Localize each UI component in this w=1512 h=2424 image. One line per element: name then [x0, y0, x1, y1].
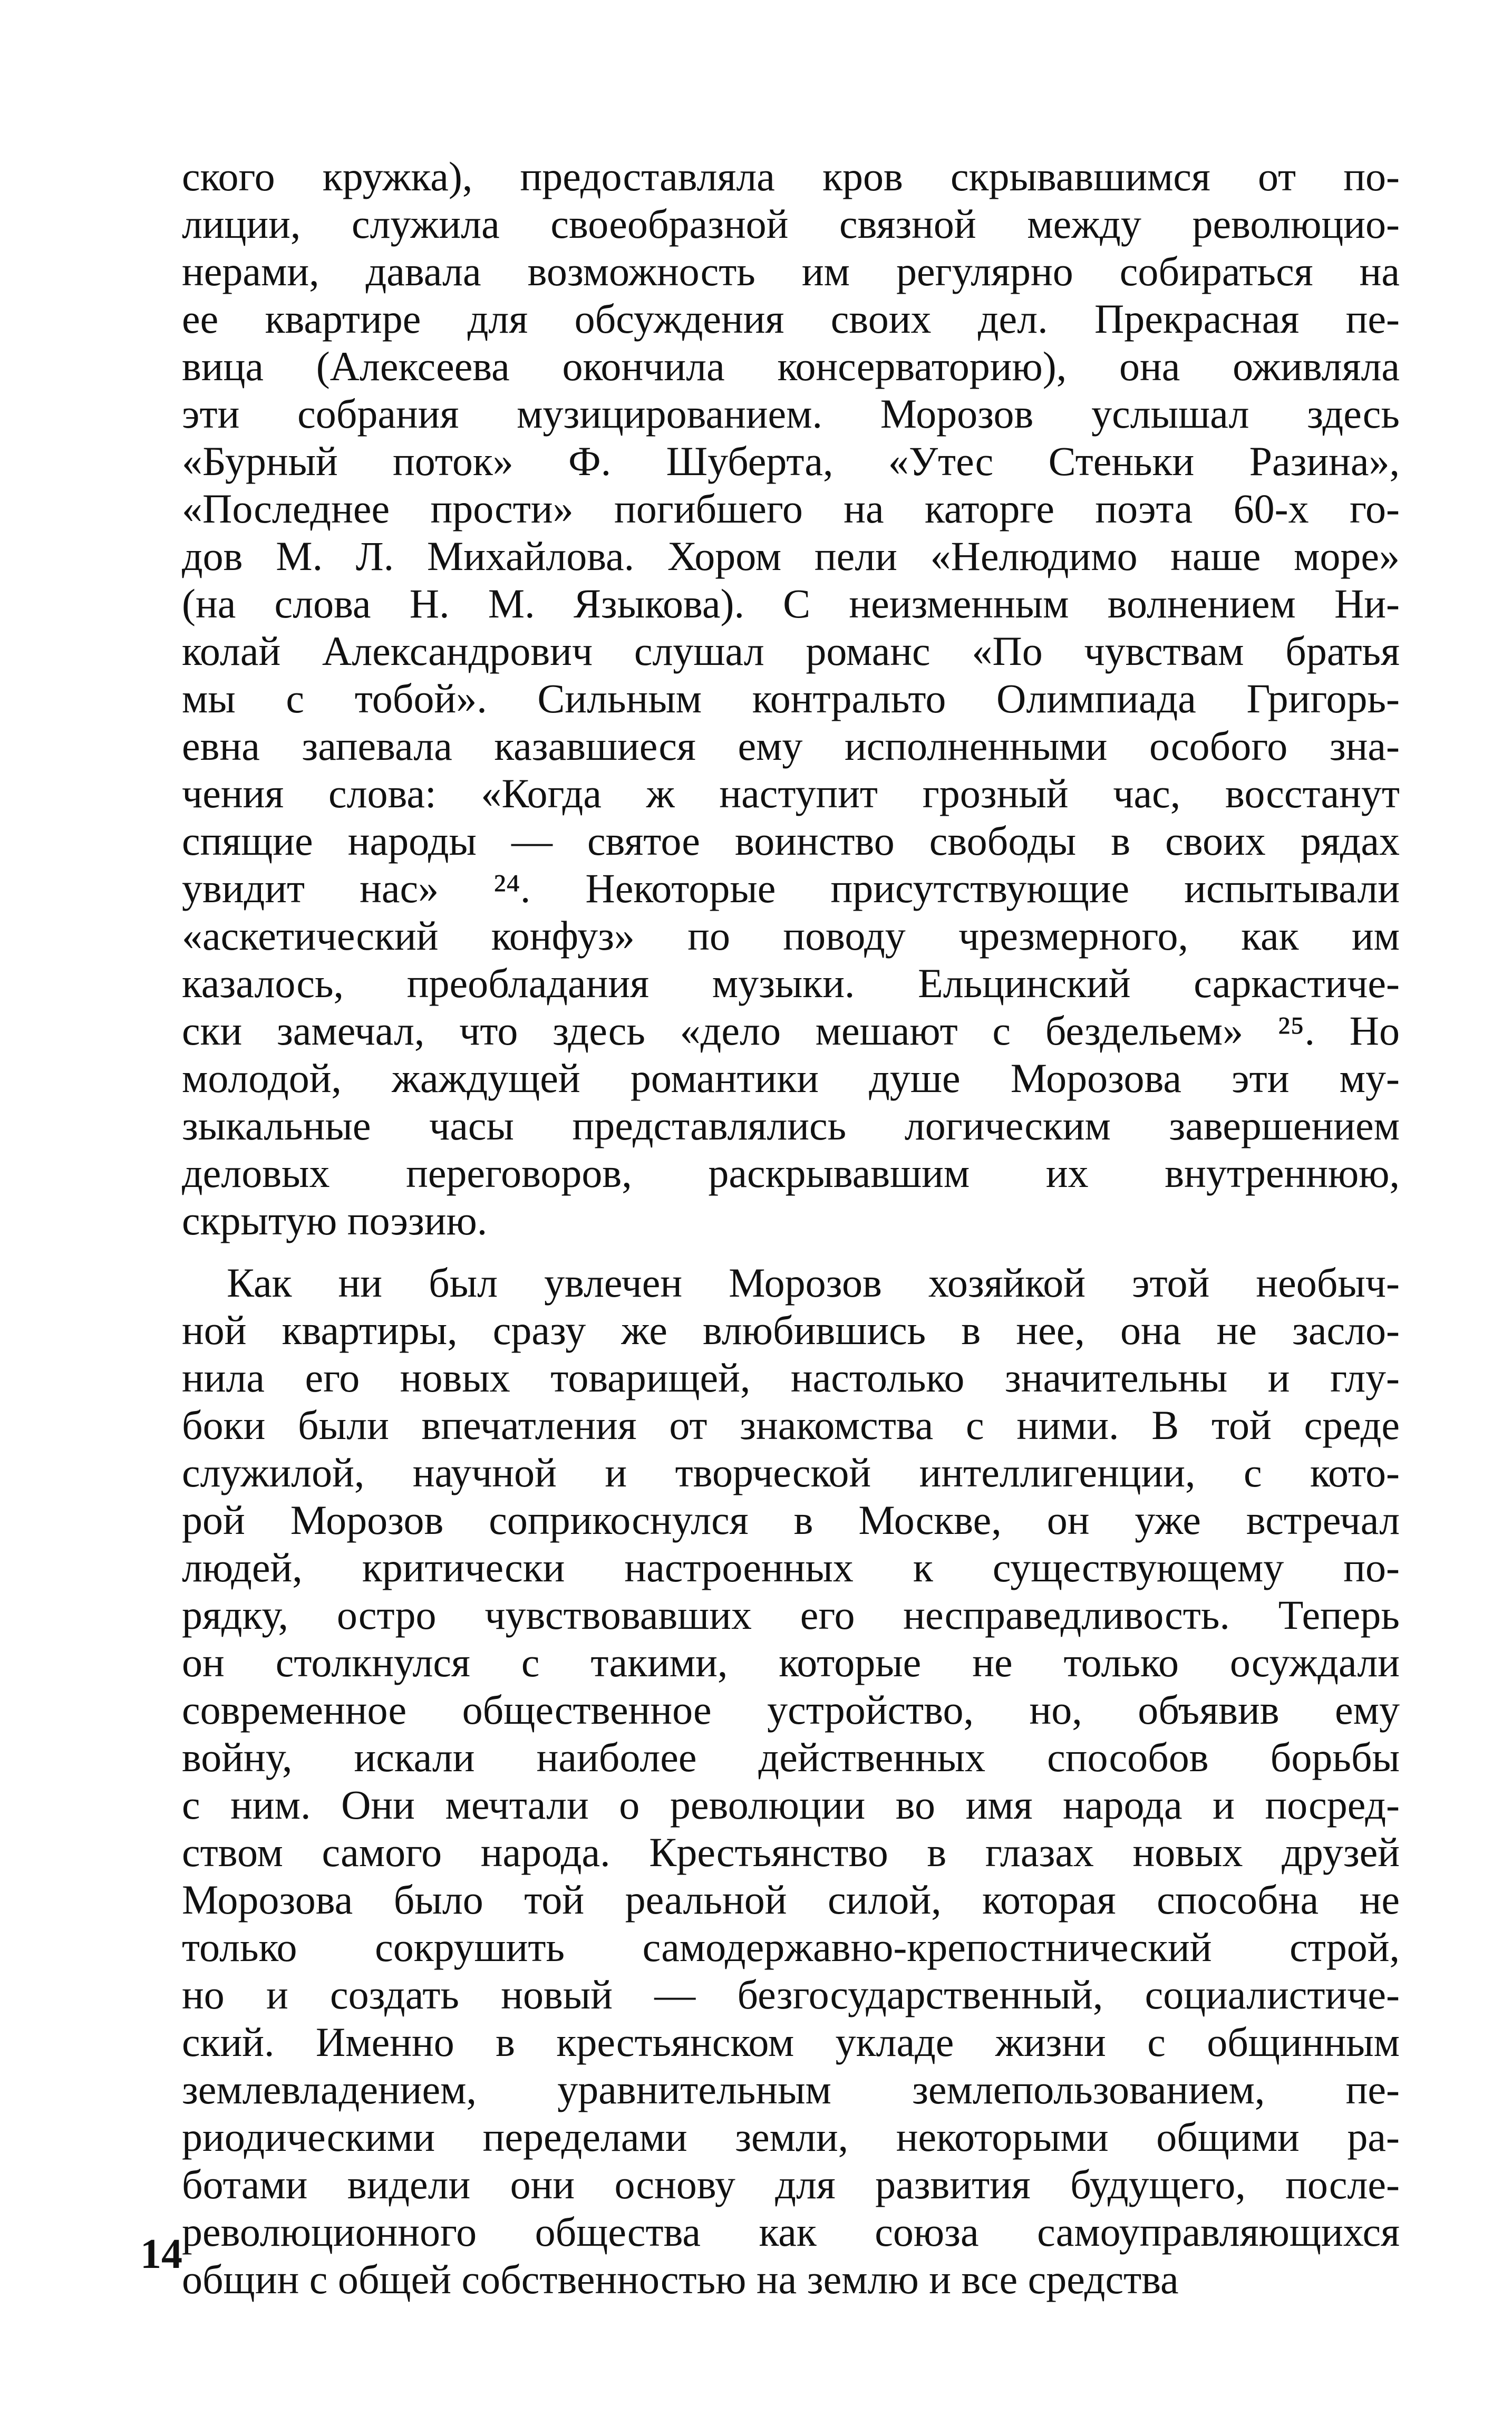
- text-line: «Последнее прости» погибшего на каторге поэта 60-х го-: [182, 486, 1400, 532]
- text-line: зыкальные часы представлялись логическим завершением: [182, 1103, 1400, 1148]
- text-line: ботами видели они основу для развития будущего, после-: [182, 2161, 1400, 2207]
- text-line: современное общественное устройство, но, объявив ему: [182, 1687, 1400, 1733]
- text-line: общин с общей собственностью на землю и все средства: [182, 2256, 1179, 2302]
- paragraph-1: [182, 153, 1400, 1244]
- text-line: колай Александрович слушал романс «По чувствам братья: [182, 628, 1400, 674]
- text-line: ее квартире для обсуждения своих дел. Прекрасная пе-: [182, 296, 1400, 342]
- text-line: спящие народы — святое воинство свободы в своих рядах: [182, 818, 1400, 864]
- text-line: чения слова: «Когда ж наступит грозный час, восстанут: [182, 770, 1400, 816]
- text-line: с ним. Они мечтали о революции во имя народа и посред-: [182, 1782, 1400, 1828]
- text-line: Морозова было той реальной силой, которая способна не: [182, 1877, 1400, 1923]
- text-line: нила его новых товарищей, настолько значительны и глу-: [182, 1355, 1400, 1401]
- text-line: рой Морозов соприкоснулся в Москве, он уже встречал: [182, 1497, 1400, 1543]
- text-line: мы с тобой». Сильным контральто Олимпиада Григорь-: [182, 675, 1400, 721]
- paragraph-2: [182, 1259, 1400, 2303]
- text-line: рядку, остро чувствовавших его несправедливость. Теперь: [182, 1592, 1400, 1638]
- text-line: боки были впечатления от знакомства с ними. В той среде: [182, 1402, 1400, 1448]
- text-line: эти собрания музицированием. Морозов услышал здесь: [182, 391, 1400, 437]
- text-line: ского кружка), предоставляла кров скрывавшимся от по-: [182, 153, 1400, 199]
- main-text: [182, 153, 1400, 2303]
- text-line: увидит нас» ²⁴. Некоторые присутствующие испытывали: [182, 865, 1400, 911]
- text-line: людей, критически настроенных к существующему по-: [182, 1544, 1400, 1590]
- text-line: служилой, научной и творческой интеллигенции, с кото-: [182, 1450, 1400, 1495]
- text-line: нерами, давала возможность им регулярно собираться на: [182, 248, 1400, 294]
- text-line: землевладением, уравнительным землепользованием, пе-: [182, 2066, 1400, 2112]
- text-line: скрытую поэзию.: [182, 1197, 488, 1243]
- text-line: (на слова Н. М. Языкова). С неизменным волнением Ни-: [182, 581, 1400, 626]
- text-line: ной квартиры, сразу же влюбившись в нее, она не засло-: [182, 1307, 1400, 1353]
- text-line: молодой, жаждущей романтики душе Морозова эти му-: [182, 1055, 1400, 1101]
- text-line: ски замечал, что здесь «дело мешают с бездельем» ²⁵. Но: [182, 1008, 1400, 1054]
- text-line: «аскетический конфуз» по поводу чрезмерного, как им: [182, 913, 1400, 959]
- text-line: ством самого народа. Крестьянство в глазах новых друзей: [182, 1829, 1400, 1875]
- text-line: ский. Именно в крестьянском укладе жизни с общинным: [182, 2019, 1400, 2065]
- text-line: он столкнулся с такими, которые не только осуждали: [182, 1639, 1400, 1685]
- text-line: Как ни был увлечен Морозов хозяйкой этой необыч-: [227, 1260, 1400, 1306]
- text-line: но и создать новый — безгосударственный, социалистиче-: [182, 1972, 1400, 2017]
- text-line: «Бурный поток» Ф. Шуберта, «Утес Стеньки Разина»,: [182, 438, 1400, 484]
- text-line: евна запевала казавшиеся ему исполненными особого зна-: [182, 723, 1400, 769]
- text-line: войну, искали наиболее действенных способов борьбы: [182, 1734, 1400, 1780]
- paragraph-gap: [182, 1244, 1400, 1259]
- text-line: риодическими переделами земли, некоторыми общими ра-: [182, 2114, 1400, 2160]
- text-line: только сокрушить самодержавно-крепостнический строй,: [182, 1924, 1400, 1970]
- text-line: революционного общества как союза самоуправляющихся: [182, 2209, 1400, 2255]
- page-number: 14: [140, 2231, 182, 2277]
- text-line: казалось, преобладания музыки. Ельцинский саркастиче-: [182, 960, 1400, 1006]
- text-line: дов М. Л. Михайлова. Хором пели «Нелюдимо наше море»: [182, 533, 1400, 579]
- text-line: лиции, служила своеобразной связной между революцио-: [182, 201, 1400, 247]
- text-line: вица (Алексеева окончила консерваторию), она оживляла: [182, 343, 1400, 389]
- text-line: деловых переговоров, раскрывавшим их внутреннюю,: [182, 1150, 1400, 1196]
